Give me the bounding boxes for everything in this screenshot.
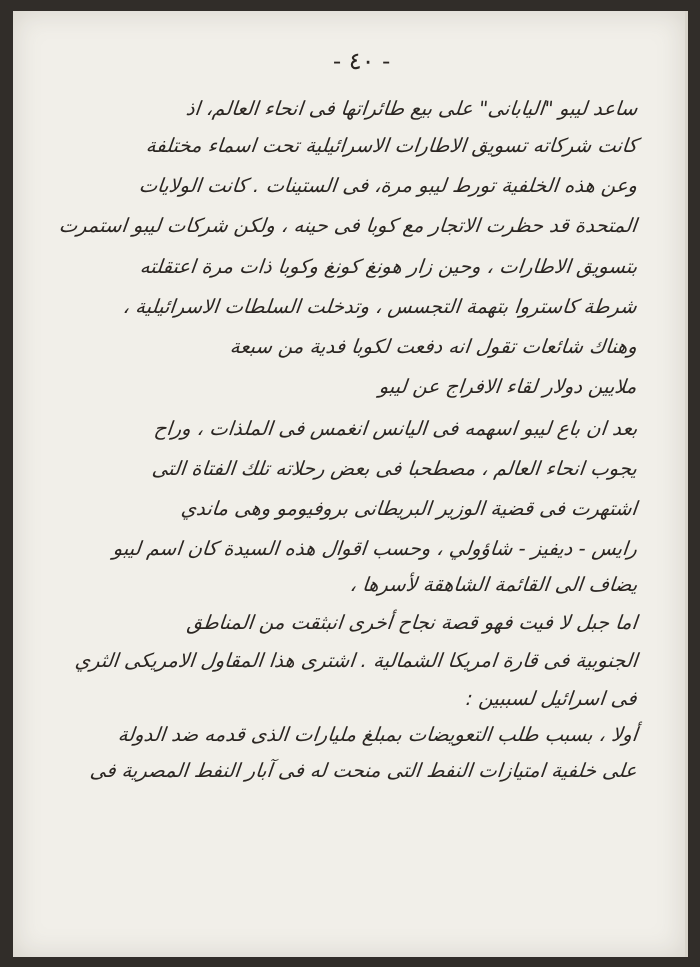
handwritten-text bbox=[13, 11, 685, 957]
text-line: اشتهرت فى قضية الوزير البريطانى بروفيومو وهى ماندي bbox=[179, 497, 639, 520]
text-line: وهناك شائعات تقول انه دفعت لكوبا فدية من سبعة bbox=[228, 335, 639, 358]
text-line: المتحدة قد حظرت الاتجار مع كوبا فى حينه ، ولكن شركات ليبو استمرت bbox=[58, 214, 639, 237]
text-line: كانت شركاته تسويق الاطارات الاسرائيلية تحت اسماء مختلفة bbox=[144, 134, 639, 157]
page-number: - ٤٠ - bbox=[333, 47, 391, 75]
text-line: يجوب انحاء العالم ، مصطحبا فى بعض رحلاته تلك الفتاة التى bbox=[150, 457, 639, 480]
text-line: فى اسرائيل لسببين : bbox=[465, 687, 639, 710]
text-line: على خلفية امتيازات النفط التى منحت له فى آبار النفط المصرية فى bbox=[89, 759, 639, 782]
text-line: ملايين دولار لقاء الافراج عن ليبو bbox=[378, 375, 639, 398]
text-line: بتسويق الاطارات ، وحين زار هونغ كونغ وكوبا ذات مرة اعتقلته bbox=[138, 255, 639, 278]
text-line: الجنوبية فى قارة امريكا الشمالية . اشترى هذا المقاول الامريكى الثري bbox=[73, 649, 639, 672]
text-line: أولا ، بسبب طلب التعويضات بمبلغ مليارات الذى قدمه ضد الدولة bbox=[116, 723, 639, 746]
text-line: ساعد ليبو "اليابانى" على بيع طائراتها فى انحاء العالم، اذ bbox=[184, 97, 639, 120]
text-line: رايس - ديفيز - شاؤولي ، وحسب اقوال هذه السيدة كان اسم ليبو bbox=[111, 537, 639, 560]
text-line: يضاف الى القائمة الشاهقة لأسرها ، bbox=[348, 573, 639, 596]
text-line: شرطة كاستروا بتهمة التجسس ، وتدخلت السلطات الاسرائيلية ، bbox=[121, 295, 639, 318]
handwritten-page bbox=[13, 11, 688, 957]
text-line: اما جبل لا فيت فهو قصة نجاح أخرى انبثقت من المناطق bbox=[185, 611, 639, 634]
text-line: بعد ان باع ليبو اسهمه فى اليانس انغمس فى الملذات ، وراح bbox=[152, 417, 639, 440]
text-line: وعن هذه الخلفية تورط ليبو مرة، فى الستينات . كانت الولايات bbox=[137, 174, 639, 197]
